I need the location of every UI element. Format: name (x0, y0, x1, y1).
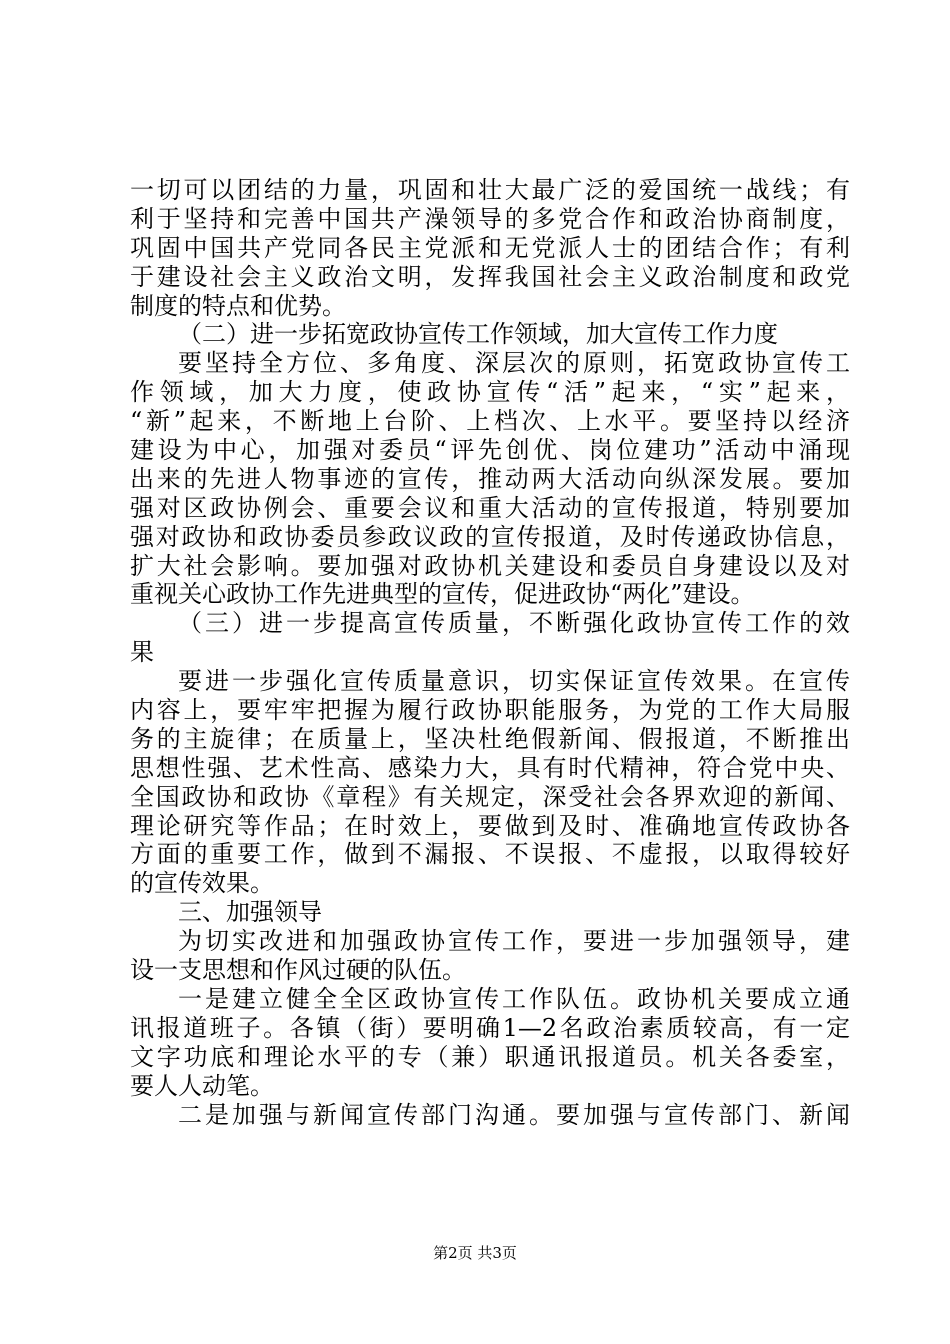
text-line: 内容上，要牢牢把握为履行政协职能服务，为党的工作大局服 (130, 696, 850, 725)
text-line: （二）进一步拓宽政协宣传工作领域，加大宣传工作力度 (178, 320, 778, 349)
text-line: 思想性强、艺术性高、感染力大，具有时代精神，符合党中央、 (130, 753, 850, 782)
text-line: 全国政协和政协《章程》有关规定，深受社会各界欢迎的新闻、 (130, 782, 850, 811)
text-line: 利于坚持和完善中国共产澡领导的多党合作和政治协商制度， (130, 204, 850, 233)
text-line: 为切实改进和加强政协宣传工作，要进一步加强领导，建 (178, 927, 850, 956)
text-line: 务的主旋律；在质量上，坚决杜绝假新闻、假报道，不断推出 (130, 724, 850, 753)
text-line: 方面的重要工作，做到不漏报、不误报、不虚报，以取得较好 (130, 840, 850, 869)
text-line: 三、加强领导 (178, 898, 322, 927)
text-line: 设一支思想和作风过硬的队伍。 (130, 956, 466, 985)
text-line: 要进一步强化宣传质量意识，切实保证宣传效果。在宣传 (178, 667, 850, 696)
text-line: 理论研究等作品；在时效上，要做到及时、准确地宣传政协各 (130, 811, 850, 840)
text-line: （三）进一步提高宣传质量，不断强化政协宣传工作的效 (178, 609, 850, 638)
page-footer: 第2页 共3页 (433, 1244, 517, 1262)
text-line: 要人人动笔。 (130, 1071, 274, 1100)
text-line: 重视关心政协工作先进典型的宣传，促进政协“两化”建设。 (130, 580, 755, 609)
text-line: 文字功底和理论水平的专（兼）职通讯报道员。机关各委室， (130, 1042, 850, 1071)
text-line: 制度的特点和优势。 (130, 291, 346, 320)
document-body (130, 176, 850, 1129)
text-line: 一切可以团结的力量，巩固和壮大最广泛的爱国统一战线；有 (130, 176, 850, 204)
text-line: 一是建立健全全区政协宣传工作队伍。政协机关要成立通 (178, 984, 850, 1013)
text-line: 二是加强与新闻宣传部门沟通。要加强与宣传部门、新闻 (178, 1100, 850, 1129)
text-line: 要坚持全方位、多角度、深层次的原则，拓宽政协宣传工 (178, 349, 850, 378)
text-line: 的宣传效果。 (130, 869, 274, 898)
text-line: 强对政协和政协委员参政议政的宣传报道，及时传递政协信息， (130, 522, 850, 551)
text-line: 作领域，加大力度，使政协宣传“活”起来，“实”起来， (130, 378, 850, 407)
text-line: 巩固中国共产党同各民主党派和无党派人士的团结合作；有利 (130, 233, 850, 262)
text-line: 扩大社会影响。要加强对政协机关建设和委员自身建设以及对 (130, 551, 850, 580)
text-line: 建设为中心，加强对委员“评先创优、岗位建功”活动中涌现 (130, 436, 850, 465)
text-line: 果 (130, 638, 154, 667)
text-line: 讯报道班子。各镇（街）要明确1—2名政治素质较高，有一定 (130, 1013, 850, 1042)
text-line: 于建设社会主义政治文明，发挥我国社会主义政治制度和政党 (130, 262, 850, 291)
text-line: “新”起来，不断地上台阶、上档次、上水平。要坚持以经济 (130, 407, 850, 436)
text-line: 强对区政协例会、重要会议和重大活动的宣传报道，特别要加 (130, 493, 850, 522)
text-line: 出来的先进人物事迹的宣传，推动两大活动向纵深发展。要加 (130, 464, 850, 493)
